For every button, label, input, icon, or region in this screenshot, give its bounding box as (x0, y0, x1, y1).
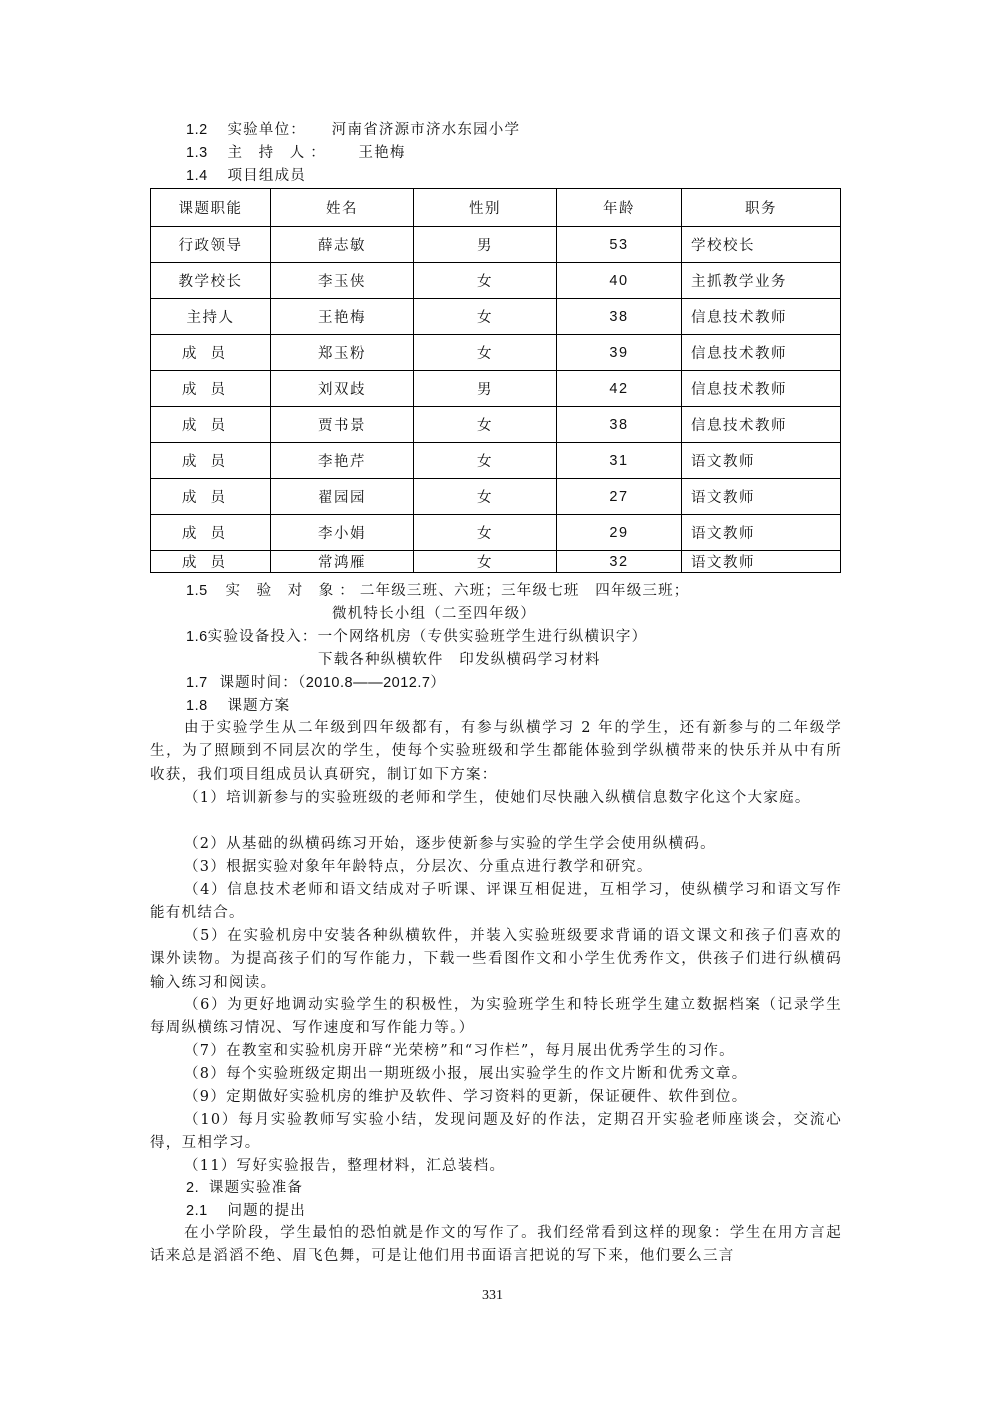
header-gender: 性别 (414, 189, 557, 227)
item-1-4 (186, 166, 306, 186)
cell-role: 成员 (151, 335, 271, 371)
cell-role: 成员 (151, 443, 271, 479)
plan-item-2: （2）从基础的纵横码练习开始，逐步使新参与实验的学生学会使用纵横码。 (184, 836, 716, 852)
item-1-3-value: 王艳梅 (358, 145, 406, 161)
cell-age: 31 (557, 443, 682, 479)
plan-item-11: （11）写好实验报告，整理材料，汇总装档。 (184, 1158, 506, 1174)
cell-name: 李玉侠 (271, 263, 414, 299)
cell-name: 贾书景 (271, 407, 414, 443)
cell-name: 李小娟 (271, 515, 414, 551)
page-number: 331 (482, 1288, 503, 1303)
cell-role: 成员 (151, 551, 271, 573)
table-row (151, 407, 841, 443)
cell-gender: 女 (414, 335, 557, 371)
item-1-2-label: 实验单位： (227, 122, 306, 138)
cell-position: 主抓教学业务 (682, 263, 841, 299)
item-1-8 (186, 696, 290, 716)
table-row (151, 371, 841, 407)
item-1-7 (186, 673, 445, 693)
item-1-5-label: 实 验 对 象： (225, 583, 360, 599)
cell-age: 42 (557, 371, 682, 407)
table-row (151, 479, 841, 515)
cell-gender: 女 (414, 263, 557, 299)
cell-name: 薛志敏 (271, 227, 414, 263)
item-1-7-number: 1.7 (186, 675, 208, 691)
item-1-8-number: 1.8 (186, 698, 208, 714)
cell-name: 李艳芹 (271, 443, 414, 479)
cell-gender: 女 (414, 515, 557, 551)
plan-item-5: （5）在实验机房中安装各种纵横软件，并装入实验班级要求背诵的语文课文和孩子们喜欢的课外读物。为提高孩子们的写作能力，下载一些看图作文和小学生优秀作文，供孩子们进行纵横码输入练习和阅读。 (150, 928, 842, 991)
cell-age: 40 (557, 263, 682, 299)
header-role: 课题职能 (151, 189, 271, 227)
cell-position: 信息技术教师 (682, 299, 841, 335)
item-1-6-value: 一个网络机房（专供实验班学生进行纵横识字） (317, 629, 648, 645)
cell-position: 学校校长 (682, 227, 841, 263)
members-table (150, 188, 841, 573)
cell-gender: 女 (414, 479, 557, 515)
plan-item-7: （7）在教室和实验机房开辟“光荣榜”和“习作栏”，每月展出优秀学生的习作。 (184, 1043, 735, 1059)
cell-name: 刘双歧 (271, 371, 414, 407)
cell-age: 39 (557, 335, 682, 371)
plan-item-1: （1）培训新参与的实验班级的老师和学生，使她们尽快融入纵横信息数字化这个大家庭。 (184, 790, 811, 806)
cell-gender: 女 (414, 443, 557, 479)
item-1-2-value: 河南省济源市济水东园小学 (331, 122, 521, 138)
item-1-5-number: 1.5 (186, 583, 208, 599)
item-1-8-label: 课题方案 (227, 698, 291, 714)
table-row (151, 335, 841, 371)
plan-item-6: （6）为更好地调动实验学生的积极性，为实验班学生和特长班学生建立数据档案（记录学生每周纵横练习情况、写作速度和写作能力等。） (150, 997, 842, 1037)
item-1-4-label: 项目组成员 (227, 168, 306, 184)
cell-age: 29 (557, 515, 682, 551)
cell-position: 语文教师 (682, 515, 841, 551)
item-1-3 (186, 143, 406, 163)
section-2-number: 2. (186, 1180, 200, 1196)
section-2-1-text: 在小学阶段，学生最怕的恐怕就是作文的写作了。我们经常看到这样的现象：学生在用方言起话来总是滔滔不绝、眉飞色舞，可是让他们用书面语言把说的写下来，他们要么三言 (150, 1225, 842, 1265)
item-1-6-line2: 下载各种纵横软件 印发纵横码学习材料 (318, 652, 601, 668)
cell-gender: 女 (414, 407, 557, 443)
header-name: 姓名 (271, 189, 414, 227)
item-1-7-value: （2010.8——2012.7） (297, 675, 446, 691)
item-1-3-number: 1.3 (186, 145, 208, 161)
plan-item-8: （8）每个实验班级定期出一期班级小报，展出实验学生的作文片断和优秀文章。 (184, 1066, 748, 1082)
table-row (151, 443, 841, 479)
item-1-6 (186, 627, 647, 647)
cell-position: 语文教师 (682, 479, 841, 515)
cell-gender: 男 (414, 227, 557, 263)
plan-item-3: （3）根据实验对象年年龄特点，分层次、分重点进行教学和研究。 (184, 859, 653, 875)
plan-item-9: （9）定期做好实验机房的维护及软件、学习资料的更新，保证硬件、软件到位。 (184, 1089, 748, 1105)
item-1-6-number: 1.6 (186, 629, 208, 645)
header-position: 职务 (682, 189, 841, 227)
item-1-5 (186, 581, 690, 601)
table-row (151, 227, 841, 263)
plan-item-10: （10）每月实验教师写实验小结，发现问题及好的作法，定期召开实验老师座谈会，交流心得，互相学习。 (150, 1112, 842, 1152)
table-row (151, 551, 841, 573)
cell-position: 信息技术教师 (682, 407, 841, 443)
item-1-2 (186, 120, 520, 140)
cell-name: 郑玉粉 (271, 335, 414, 371)
section-2-1-number: 2.1 (186, 1203, 208, 1219)
table-row (151, 299, 841, 335)
cell-position: 信息技术教师 (682, 371, 841, 407)
cell-role: 主持人 (151, 299, 271, 335)
cell-role: 成员 (151, 479, 271, 515)
cell-role: 行政领导 (151, 227, 271, 263)
section-2-label: 课题实验准备 (208, 1180, 304, 1196)
section-2-1-heading (186, 1201, 306, 1221)
cell-name: 常鸿雁 (271, 551, 414, 573)
cell-age: 32 (557, 551, 682, 573)
item-1-4-number: 1.4 (186, 168, 208, 184)
table-row (151, 515, 841, 551)
item-1-5-line2: 微机特长小组（二至四年级） (332, 606, 537, 622)
cell-gender: 女 (414, 551, 557, 573)
cell-gender: 女 (414, 299, 557, 335)
cell-gender: 男 (414, 371, 557, 407)
cell-age: 38 (557, 407, 682, 443)
section-2-1-label: 问题的提出 (227, 1203, 306, 1219)
cell-position: 语文教师 (682, 443, 841, 479)
cell-role: 成员 (151, 371, 271, 407)
cell-name: 翟园园 (271, 479, 414, 515)
cell-position: 语文教师 (682, 551, 841, 573)
section-2-heading (186, 1178, 303, 1198)
cell-position: 信息技术教师 (682, 335, 841, 371)
item-1-6-label: 实验设备投入： (207, 629, 318, 645)
table-row (151, 263, 841, 299)
item-1-5-value: 二年级三班、六班；三年级七班 四年级三班； (359, 583, 690, 599)
item-1-3-label: 主 持 人： (227, 145, 331, 161)
table-header-row (151, 189, 841, 227)
cell-age: 53 (557, 227, 682, 263)
cell-name: 王艳梅 (271, 299, 414, 335)
cell-age: 27 (557, 479, 682, 515)
plan-intro: 由于实验学生从二年级到四年级都有，有参与纵横学习 2 年的学生，还有新参与的二年级学生，为了照顾到不同层次的学生，使每个实验班级和学生都能体验到学纵横带来的快乐并从中有所收获，我们项目组成员认真研究，制订如下方案： (150, 720, 842, 783)
header-age: 年龄 (557, 189, 682, 227)
cell-role: 成员 (151, 515, 271, 551)
cell-age: 38 (557, 299, 682, 335)
cell-role: 教学校长 (151, 263, 271, 299)
item-1-2-number: 1.2 (186, 122, 208, 138)
plan-item-4: （4）信息技术老师和语文结成对子听课、评课互相促进，互相学习，使纵横学习和语文写作能有机结合。 (150, 882, 842, 922)
cell-role: 成员 (151, 407, 271, 443)
item-1-7-label: 课题时间： (219, 675, 298, 691)
